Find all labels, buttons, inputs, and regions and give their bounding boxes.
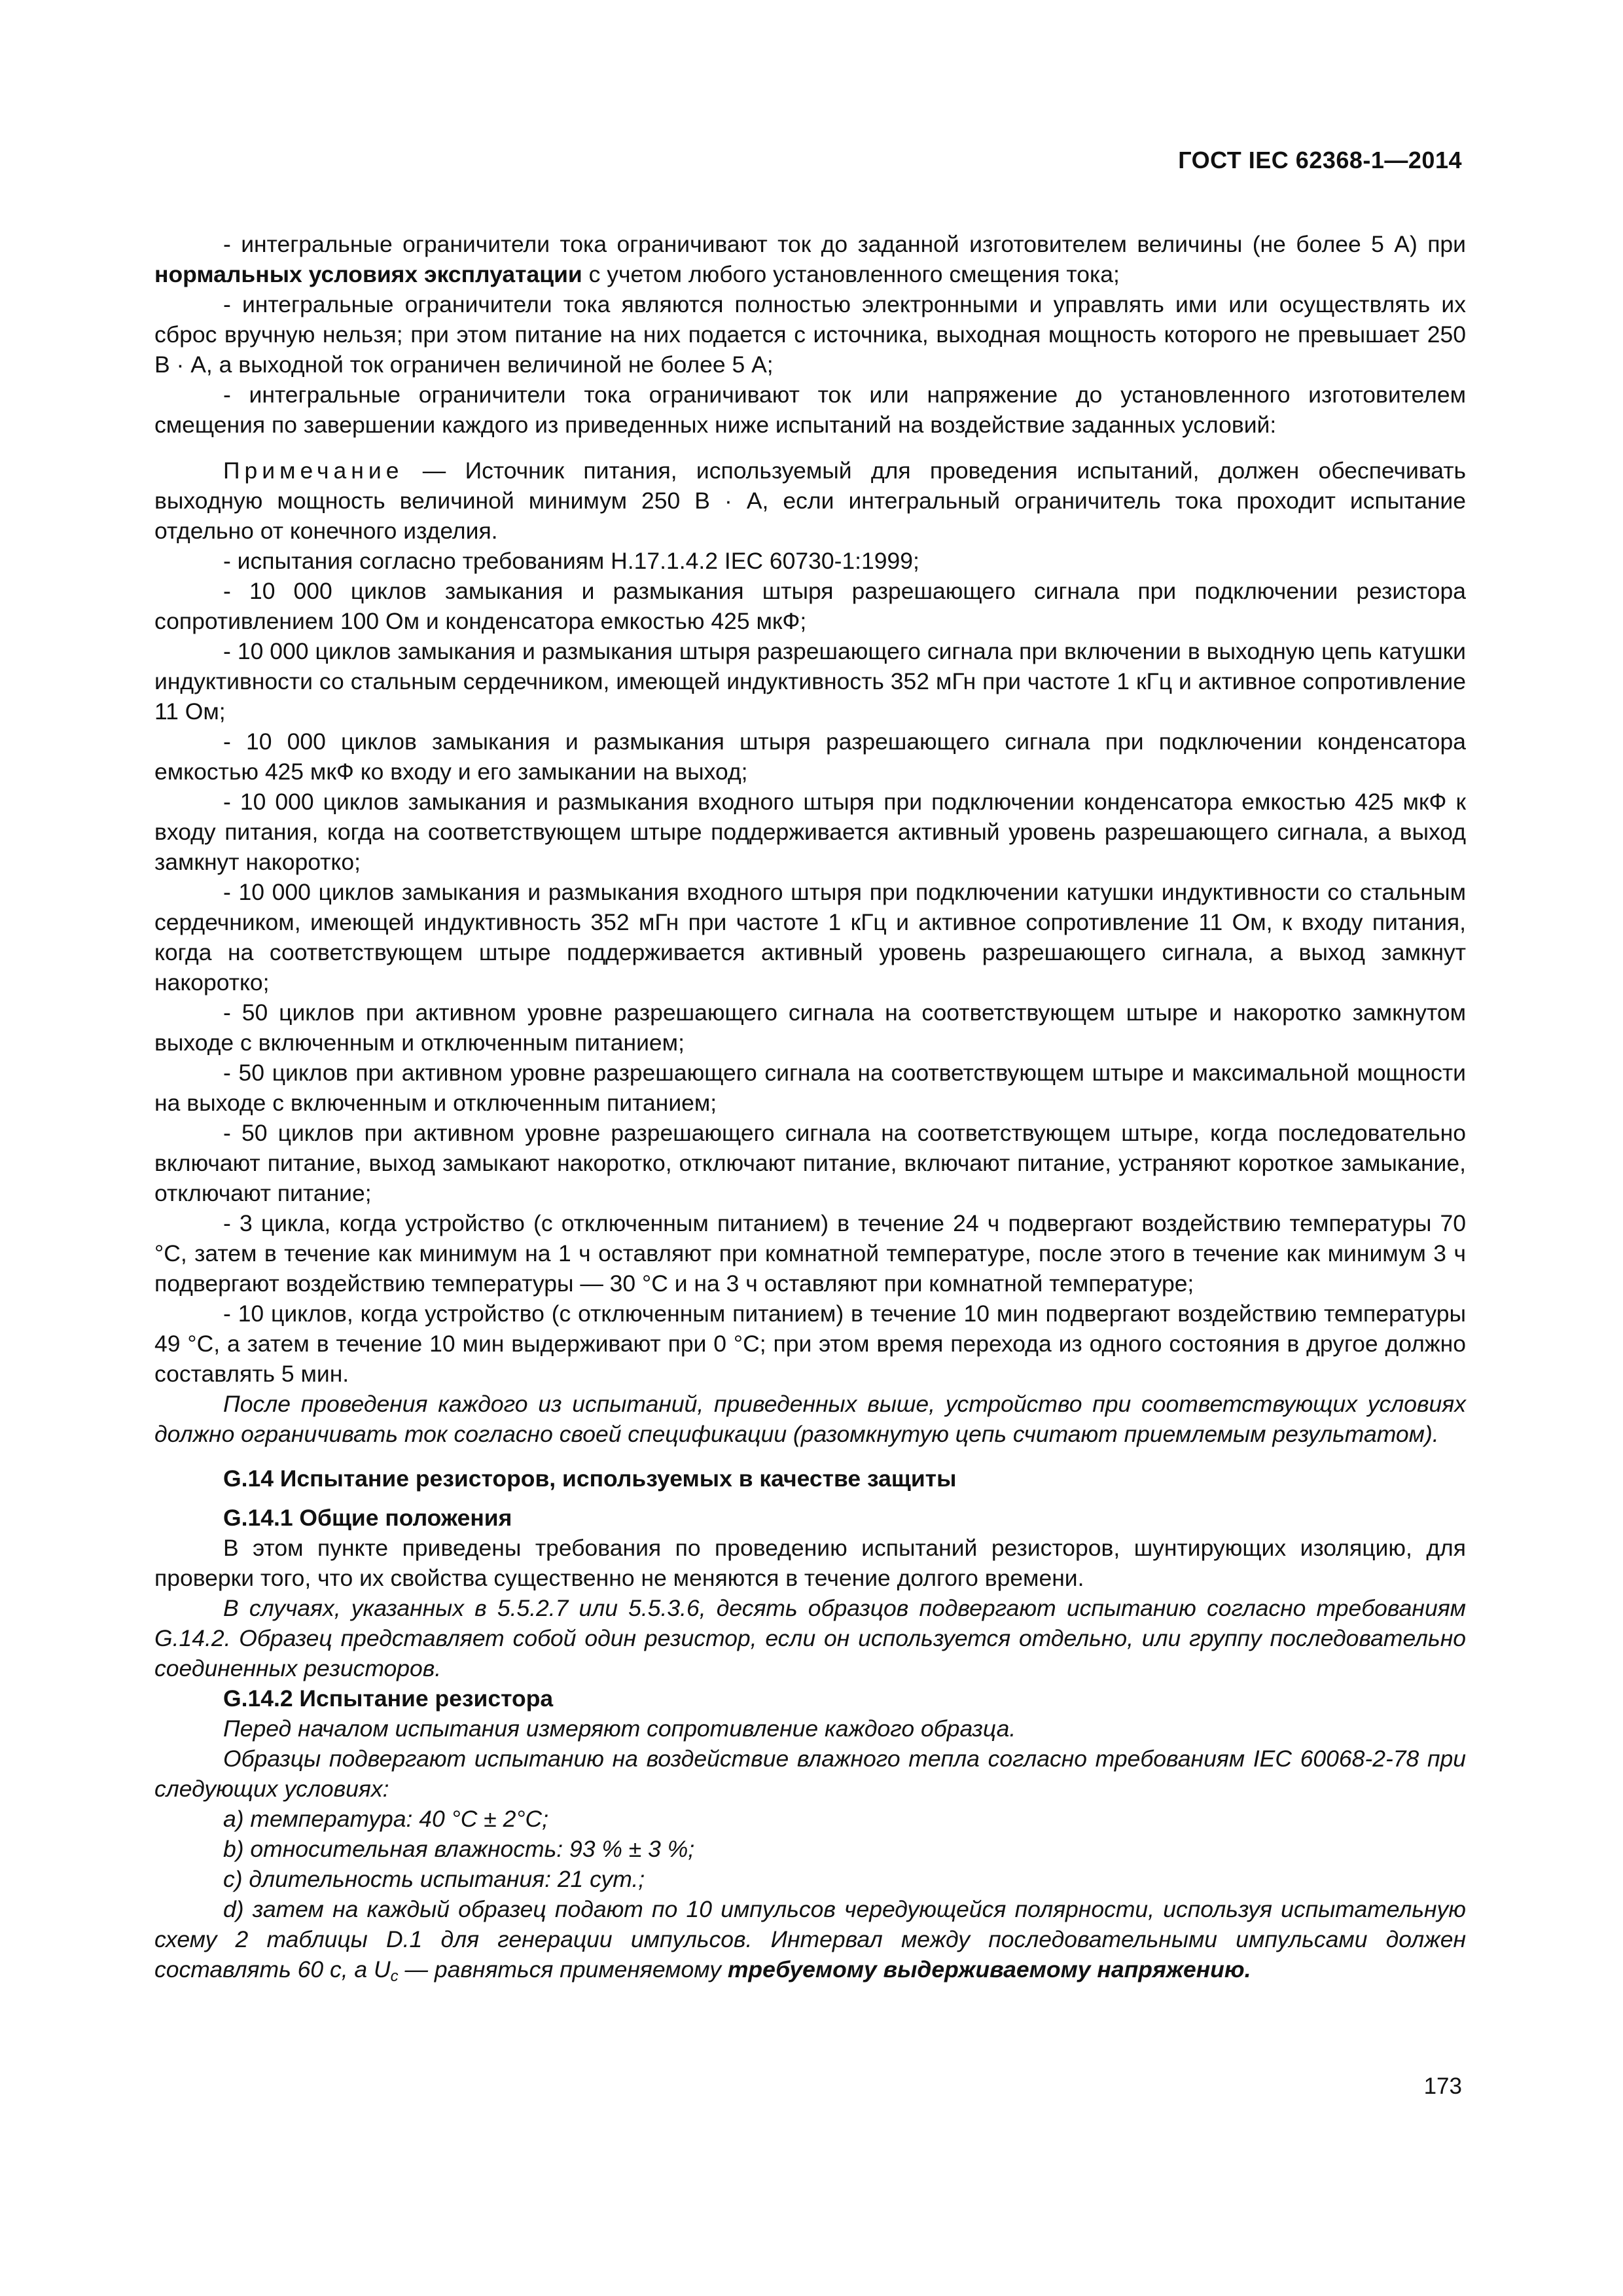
term-bold: нормальных условиях эксплуатации xyxy=(154,261,582,287)
list-item: - 10 000 циклов замыкания и размыкания входного штыря при подключении катушки индуктивности со стальным сердечником, имеющей индуктивность 352 мГн при частоте 1 кГц и активное сопротивление 11 Ом, к входу питания, когда на соответствующем штыре поддерживается активный уровень разрешающего сигнала, а выход замкнут накоротко; xyxy=(154,879,1466,996)
subscript: c xyxy=(390,1967,399,1985)
paragraph: - интегральные ограничители тока ограничивают ток или напряжение до установленного изготовителем смещения по завершении каждого из приведенных ниже испытаний на воздействие заданных условий: xyxy=(154,382,1466,438)
condition-item: d) затем на каждый образец подают по 10 импульсов чередующейся полярности, используя испытательную схему 2 таблицы D.1 для генерации импульсов. Интервал между последовательными импульсами должен составлять 60 с, а $U_c$ — равняться применяемому требуемому выдерживаемому напряжению. xyxy=(154,1896,1466,1985)
list-item: - 10 000 циклов замыкания и размыкания штыря разрешающего сигнала при подключении конденсатора емкостью 425 мкФ ко входу и его замыкании на выход; xyxy=(154,728,1466,785)
list-item: - 50 циклов при активном уровне разрешающего сигнала на соответствующем штыре и накоротко замкнутом выходе с включенным и отключенным питанием; xyxy=(154,999,1466,1056)
list-item: - 10 000 циклов замыкания и размыкания штыря разрешающего сигнала при подключении резистора сопротивлением 100 Ом и конденсатора емкостью 425 мкФ; xyxy=(154,578,1466,634)
paragraph-italic: Образцы подвергают испытанию на воздействие влажного тепла согласно требованиям IEC 60068-2-78 при следующих условиях: xyxy=(154,1746,1466,1802)
page-body xyxy=(154,229,1466,1984)
paragraph-italic: В случаях, указанных в 5.5.2.7 или 5.5.3.6, десять образцов подвергают испытанию согласно требованиям G.14.2. Образец представляет собой один резистор, если он используется отдельно, или группу последовательно соединенных резисторов. xyxy=(154,1595,1466,1681)
page-number: 173 xyxy=(1423,2073,1462,2099)
section-heading-g14-1: G.14.1 Общие положения xyxy=(223,1505,512,1531)
document-header: ГОСТ IEC 62368-1—2014 xyxy=(1178,147,1462,173)
term-bold: требуемому выдерживаемому напряжению. xyxy=(727,1956,1251,1982)
list-item: - 10 циклов, когда устройство (с отключенным питанием) в течение 10 мин подвергают воздействию температуры 49 °С, а затем в течение 10 мин выдерживают при 0 °С; при этом время перехода из одного состояния в другое должно составлять 5 мин. xyxy=(154,1300,1466,1387)
paragraph: - интегральные ограничители тока являются полностью электронными и управлять ими или осуществлять их сброс вручную нельзя; при этом питание на них подается с источника, выходная мощность которого не превышает 250 В · А, а выходной ток ограничен величиной не более 5 А; xyxy=(154,291,1466,378)
list-item: - 3 цикла, когда устройство (с отключенным питанием) в течение 24 ч подвергают воздействию температуры 70 °С, затем в течение как минимум на 1 ч оставляют при комнатной температуре, после этого в течение как минимум 3 ч подвергают воздействию температуры — 30 °С и на 3 ч оставляют при комнатной температуре; xyxy=(154,1210,1466,1297)
list-item: - испытания согласно требованиям Н.17.1.4.2 IEC 60730-1:1999; xyxy=(223,548,919,574)
list-item: - 50 циклов при активном уровне разрешающего сигнала на соответствующем штыре и максимальной мощности на выходе с включенным и отключенным питанием; xyxy=(154,1060,1466,1116)
condition-item: a) температура: 40 °C ± 2°C; xyxy=(223,1806,549,1832)
condition-item: b) относительная влажность: 93 % ± 3 %; xyxy=(223,1836,695,1862)
list-item: - 50 циклов при активном уровне разрешающего сигнала на соответствующем штыре, когда последовательно включают питание, выход замыкают накоротко, отключают питание, включают питание, устраняют короткое замыкание, отключают питание; xyxy=(154,1120,1466,1206)
condition-item: c) длительность испытания: 21 сут.; xyxy=(223,1866,645,1892)
section-heading-g14: G.14 Испытание резисторов, используемых в качестве защиты xyxy=(223,1465,957,1492)
paragraph-italic: После проведения каждого из испытаний, приведенных выше, устройство при соответствующих условиях должно ограничивать ток согласно своей спецификации (разомкнутую цепь считают приемлемым результатом). xyxy=(154,1391,1466,1447)
list-item: - 10 000 циклов замыкания и размыкания входного штыря при подключении конденсатора емкостью 425 мкФ к входу питания, когда на соответствующем штыре поддерживается активный уровень разрешающего сигнала, а выход замкнут накоротко; xyxy=(154,789,1466,875)
list-item: - 10 000 циклов замыкания и размыкания штыря разрешающего сигнала при включении в выходную цепь катушки индуктивности со стальным сердечником, имеющей индуктивность 352 мГн при частоте 1 кГц и активное сопротивление 11 Ом; xyxy=(154,638,1466,725)
section-heading-g14-2: G.14.2 Испытание резистора xyxy=(223,1685,554,1712)
paragraph-italic: Перед началом испытания измеряют сопротивление каждого образца. xyxy=(223,1715,1016,1742)
paragraph: В этом пункте приведены требования по проведению испытаний резисторов, шунтирующих изоляцию, для проверки того, что их свойства существенно не меняются в течение долгого времени. xyxy=(154,1535,1466,1591)
note-label: Примечание xyxy=(223,457,404,484)
paragraph: - интегральные ограничители тока ограничивают ток до заданной изготовителем величины (не более 5 А) при нормальных условиях эксплуатации с учетом любого установленного смещения тока; xyxy=(154,231,1466,287)
note: Примечание — Источник питания, используемый для проведения испытаний, должен обеспечивать выходную мощность величиной минимум 250 В · А, если интегральный ограничитель тока проходит испытание отдельно от конечного изделия. xyxy=(154,457,1466,544)
